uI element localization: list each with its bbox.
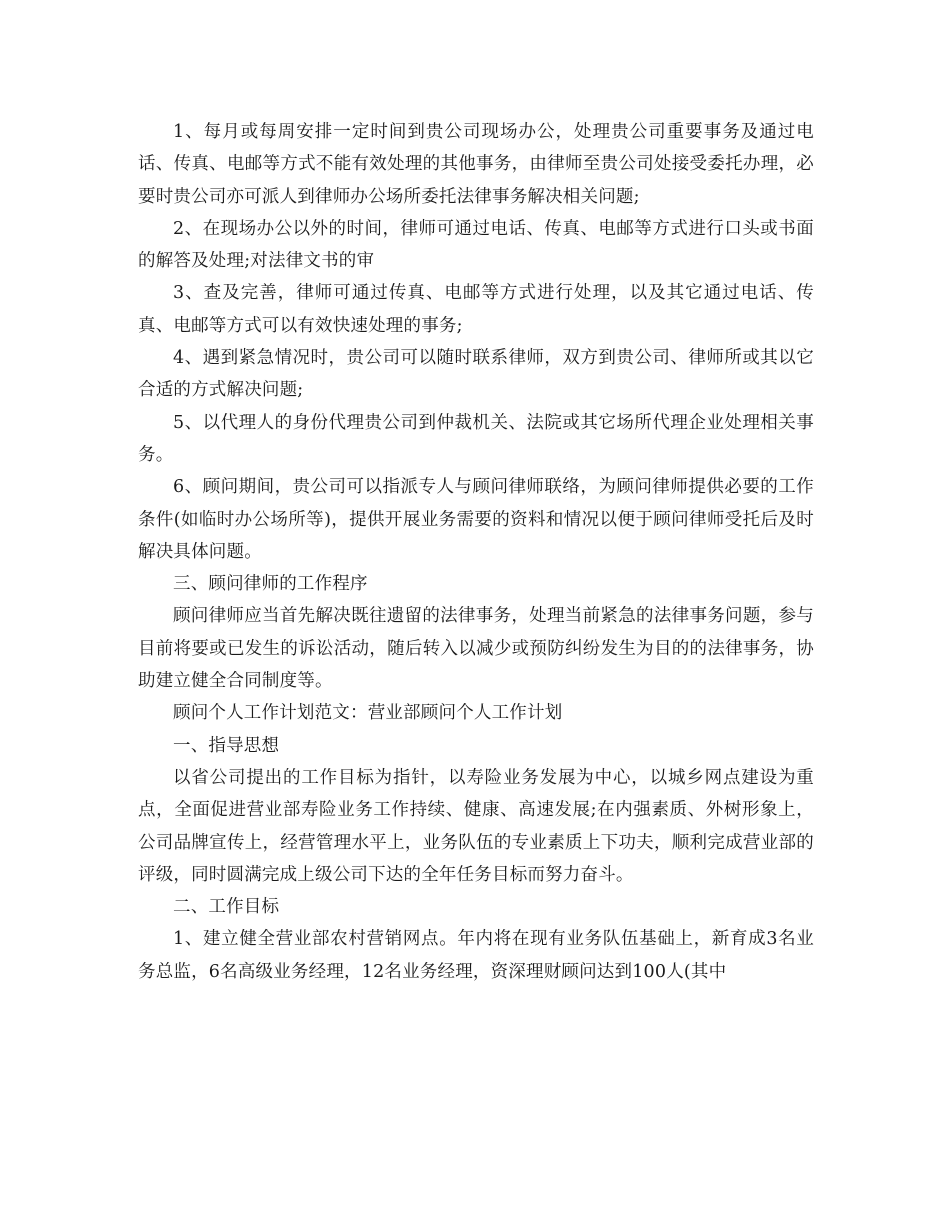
- paragraph-goal-1: 1、建立健全营业部农村营销网点。年内将在现有业务队伍基础上，新育成3名业务总监，6名高级业务经理，12名业务经理，资深理财顾问达到100人(其中: [138, 929, 814, 982]
- paragraph-item-2: 2、在现场办公以外的时间，律师可通过电话、传真、电邮等方式进行口头或书面的解答及处理;对法律文书的审: [138, 218, 814, 272]
- document-body: [138, 116, 814, 988]
- paragraph-item-1: 1、每月或每周安排一定时间到贵公司现场办公，处理贵公司重要事务及通过电话、传真、电邮等方式不能有效处理的其他事务，由律师至贵公司处接受委托办理，必要时贵公司亦可派人到律师办公场所委托法律事务解决相关问题;: [138, 122, 814, 207]
- paragraph-guiding-idea: 以省公司提出的工作目标为指针，以寿险业务发展为中心，以城乡网点建设为重点，全面促进营业部寿险业务工作持续、健康、高速发展;在内强素质、外树形象上，公司品牌宣传上，经营管理水平上，业务队伍的专业素质上下功夫，顺利完成营业部的评级，同时圆满完成上级公司下达的全年任务目标而努力奋斗。: [138, 767, 814, 885]
- paragraph-item-3: 3、查及完善，律师可通过传真、电邮等方式进行处理，以及其它通过电话、传真、电邮等方式可以有效快速处理的事务;: [138, 283, 814, 336]
- section-heading-workflow: 三、顾问律师的工作程序: [173, 574, 368, 595]
- paragraph-item-4: 4、遇到紧急情况时，贵公司可以随时联系律师，双方到贵公司、律师所或其以它合适的方式解决问题;: [138, 348, 814, 401]
- section-heading-plan: 顾问个人工作计划范文：营业部顾问个人工作计划: [173, 703, 563, 724]
- paragraph-item-6: 6、顾问期间，贵公司可以指派专人与顾问律师联络，为顾问律师提供必要的工作条件(如临时办公场所等)，提供开展业务需要的资料和情况以便于顾问律师受托后及时解决具体问题。: [138, 477, 814, 562]
- paragraph-workflow: 顾问律师应当首先解决既往遗留的法律事务，处理当前紧急的法律事务问题，参与目前将要或已发生的诉讼活动，随后转入以减少或预防纠纷发生为目的的法律事务，协助建立健全合同制度等。: [138, 606, 814, 692]
- paragraph-item-5: 5、以代理人的身份代理贵公司到仲裁机关、法院或其它场所代理企业处理相关事务。: [138, 412, 814, 465]
- section-heading-guiding-idea: 一、指导思想: [173, 735, 280, 756]
- section-heading-goals: 二、工作目标: [173, 897, 280, 918]
